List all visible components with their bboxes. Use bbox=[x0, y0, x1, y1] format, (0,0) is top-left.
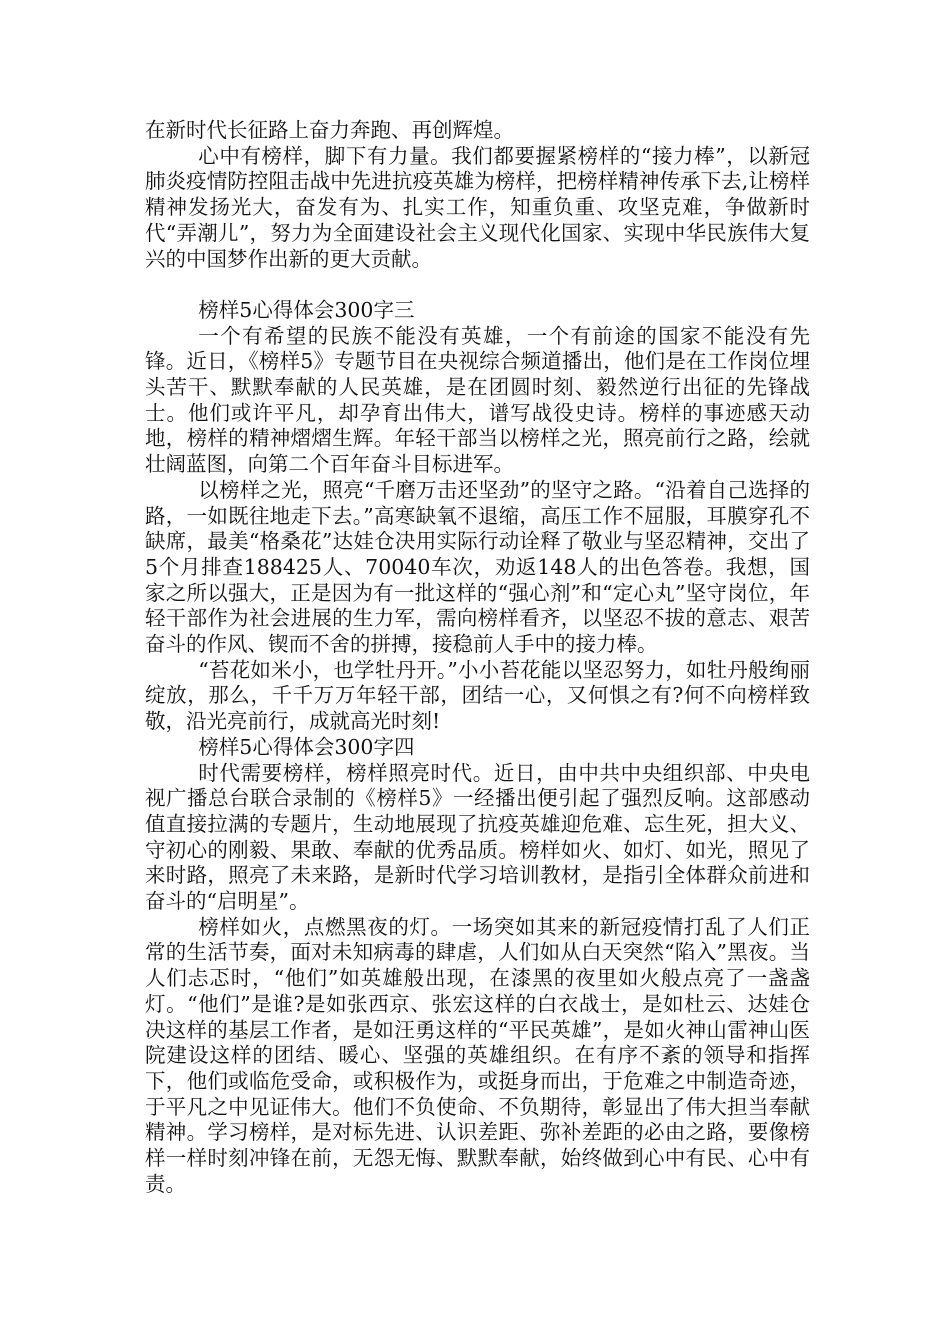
paragraph-role-model-fire: 榜样如火，点燃黑夜的灯。一场突如其来的新冠疫情打乱了人们正常的生活节奏，面对未知病毒的肆虐，人们如从白天突然“陷入”黑夜。当人们忐忑时，“他们”如英雄般出现，在漆黑的夜里如火般点亮了一盏盏灯。“他们”是谁?是如张西京、张宏这样的白衣战士，是如杜云、达娃仓决这样的基层工作者，是如汪勇这样的“平民英雄”，是如火神山雷神山医院建设这样的团结、暖心、坚强的英雄组织。在有序不紊的领导和指挥下，他们或临危受命，或积极作为，或挺身而出，于危难之中制造奇迹，于平凡之中见证伟大。他们不负使命、不负期待，彰显出了伟大担当奉献精神。学习榜样，是对标先进、认识差距、弥补差距的必由之路，要像榜样一样时刻冲锋在前，无怨无悔、默默奉献，始终做到心中有民、心中有责。 bbox=[145, 914, 810, 1196]
paragraph-continuation: 在新时代长征路上奋力奔跑、再创辉煌。 bbox=[145, 118, 514, 142]
paragraph-role-model-strength: 心中有榜样，脚下有力量。我们都要握紧榜样的“接力棒”，以新冠肺炎疫情防控阻击战中先进抗疫英雄为榜样，把榜样精神传承下去,让榜样精神发扬光大，奋发有为、扎实工作，知重负重、攻坚克难，争做新时代“弄潮儿”，努力为全面建设社会主义现代化国家、实现中华民族伟大复兴的中国梦作出新的更大贡献。 bbox=[145, 143, 810, 271]
paragraph-era-needs-role-models: 时代需要榜样，榜样照亮时代。近日，由中共中央组织部、中央电视广播总台联合录制的《榜样5》一经播出便引起了强烈反响。这部感动值直接拉满的专题片，生动地展现了抗疫英雄迎危难、忘生死，担大义、守初心的刚毅、果敢、奉献的优秀品质。榜样如火、如灯、如光，照见了来时路，照亮了未来路，是新时代学习培训教材，是指引全体群众前进和奋斗的“启明星”。 bbox=[145, 760, 810, 914]
section-heading-four: 榜样5心得体会300字四 bbox=[198, 734, 415, 759]
section-heading-three: 榜样5心得体会300字三 bbox=[198, 297, 415, 322]
paragraph-light-of-role-model: 以榜样之光，照亮“千磨万击还坚劲”的坚守之路。“沿着自己选择的路，一如既往地走下去。”高寒缺氧不退缩，高压工作不屈服，耳膜穿孔不缺席，最美“格桑花”达娃仓决用实际行动诠释了敬业与坚忍精神，交出了5个月排查188425人、70040车次，劝返148人的出色答卷。我想，国家之所以强大，正是因为有一批这样的“强心剂”和“定心丸”坚守岗位，年轻干部作为社会进展的生力军，需向榜样看齐，以坚忍不拔的意志、艰苦奋斗的作风、锲而不舍的拼搏，接稳前人手中的接力棒。 bbox=[145, 477, 810, 657]
paragraph-heroes-pioneers: 一个有希望的民族不能没有英雄，一个有前途的国家不能没有先锋。近日，《榜样5》专题节目在央视综合频道播出，他们是在工作岗位埋头苦干、默默奉献的人民英雄，是在团圆时刻、毅然逆行出征的先锋战士。他们或许平凡，却孕育出伟大，谱写战役史诗。榜样的事迹感天动地，榜样的精神熠熠生辉。年轻干部当以榜样之光，照亮前行之路，绘就壮阔蓝图，向第二个百年奋斗目标进军。 bbox=[145, 323, 810, 477]
paragraph-moss-flower: “苔花如米小，也学牡丹开。”小小苔花能以坚忍努力，如牡丹般绚丽绽放，那么，千千万万年轻干部，团结一心，又何惧之有?何不向榜样致敬，沿光亮前行，成就高光时刻! bbox=[145, 657, 810, 734]
document-body bbox=[145, 118, 810, 1198]
paragraph-spacer bbox=[145, 272, 810, 298]
